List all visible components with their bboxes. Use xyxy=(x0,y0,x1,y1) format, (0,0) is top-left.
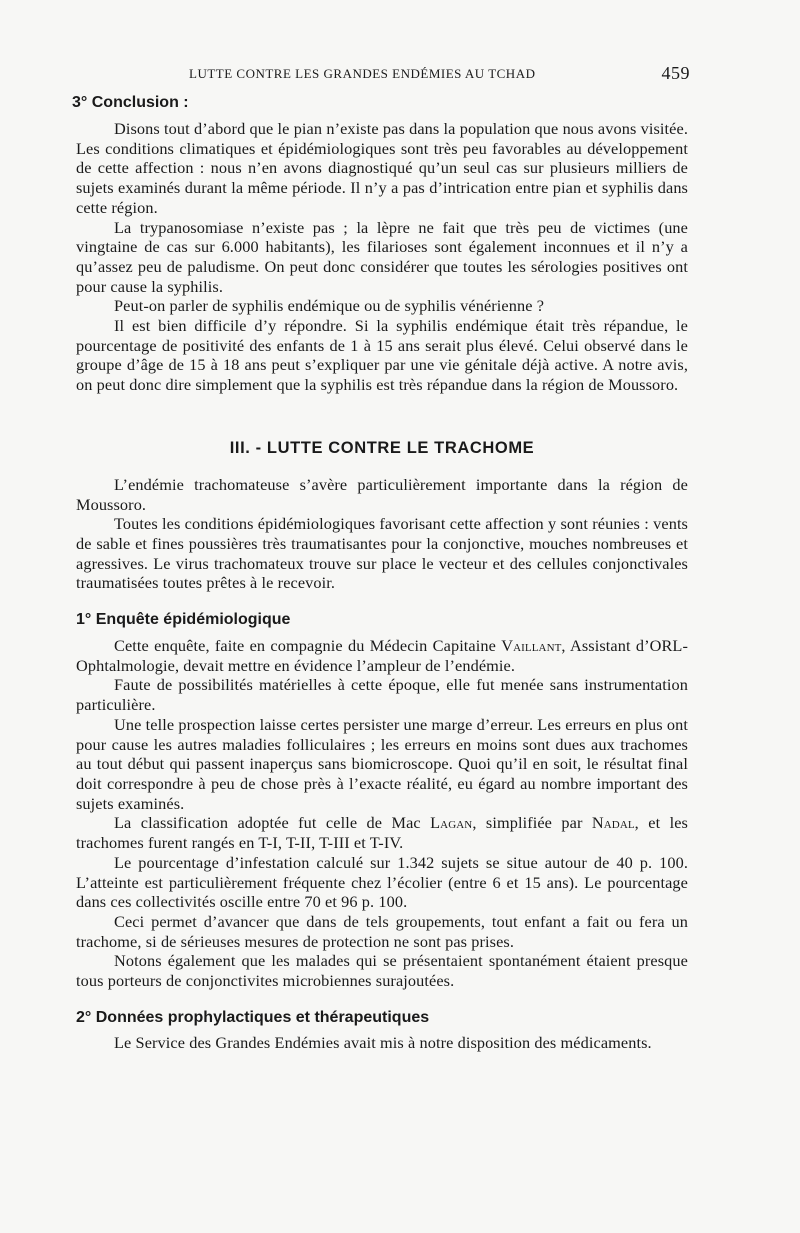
section-heading-trachome: III. - LUTTE CONTRE LE TRACHOME xyxy=(229,438,535,457)
running-title: LUTTE CONTRE LES GRANDES ENDÉMIES AU TCHAD xyxy=(189,66,536,81)
enquete-paragraph-7: Notons également que les malades qui se présentaient spontanément étaient presque tous porteurs de conjonctivites microbiennes surajoutées. xyxy=(76,951,688,991)
enquete-p4-text-a: La classification adoptée fut celle de Mac xyxy=(114,813,431,833)
enquete-paragraph-6: Ceci permet d’avancer que dans de tels groupements, tout enfant a fait ou fera un trachome, si de sérieuses mesures de protection ne sont pas prises. xyxy=(76,911,688,951)
enquete-paragraph-5: Le pourcentage d’infestation calculé sur 1.342 sujets se situe autour de 40 p. 100. L’atteinte est particulièrement fréquente chez l’écolier (entre 6 et 15 ans). Le pourcentage dans ces collectivités oscille entre 70 et 96 p. 100. xyxy=(76,852,688,912)
trachome-paragraph-1: L’endémie trachomateuse s’avère particulièrement importante dans la région de Moussoro. xyxy=(76,474,688,514)
conclusion-heading: 3° Conclusion : xyxy=(72,94,189,111)
enquete-paragraph-3: Une telle prospection laisse certes persister une marge d’erreur. Les erreurs en plus ont pour cause les autres maladies folliculaires ; les erreurs en moins sont dues aux trachomes au tout début qui passent inaperçus sans biomicroscope. Quoi qu’il en soit, le résultat final doit correspondre à peu de chose près à l’exacte réalité, eu égard au nombre important des sujets examinés. xyxy=(76,714,688,813)
enquete-paragraph-1 xyxy=(76,636,688,675)
document-page xyxy=(72,58,690,1052)
enquete-p4-text-c: et les trachomes furent rangés en T-I, T-II, T-III et T-IV. xyxy=(76,813,688,853)
author-name-nadal: Nadal, xyxy=(591,813,639,833)
page-number: 459 xyxy=(661,63,690,83)
trachome-paragraph-2: Toutes les conditions épidémiologiques favorisant cette affection y sont réunies : vents de sable et fines poussières très traumatisantes pour la conjonctive, mouches nombreuses et agressives. Le virus trachomateux trouve sur place le vecteur et des cellules conjonctivales traumatisées toutes prêtes à le recevoir. xyxy=(76,514,688,593)
conclusion-paragraph-2: La trypanosomiase n’existe pas ; la lèpre ne fait que très peu de victimes (une vingtaine de cas sur 6.000 habitants), les filarioses sont également inconnues et il n’y a qu’assez peu de paludisme. On peut donc considérer que toutes les sérologies positives ont pour cause la syphilis. xyxy=(76,217,688,296)
enquete-paragraph-2: Faute de possibilités matérielles à cette époque, elle fut menée sans instrumentation particulière. xyxy=(76,675,688,715)
author-name-vaillant: Vaillant, xyxy=(501,636,566,656)
enquete-paragraph-4 xyxy=(76,813,688,852)
running-header xyxy=(76,58,688,92)
author-name-lagan: Lagan, xyxy=(430,813,477,833)
conclusion-paragraph-1: Disons tout d’abord que le pian n’existe pas dans la population que nous avons visitée. Les conditions climatiques et épidémiologiques sont très peu favorables au développement de cette affection : nous n’en avons diagnostiqué qu’un seul cas sur plusieurs milliers de sujets examinés durant la même période. Il n’y a pas d’intrication entre pian et syphilis dans cette région. xyxy=(76,119,688,217)
enquete-p1-text-a: Cette enquête, faite en compagnie du Médecin Capitaine xyxy=(114,636,502,656)
conclusion-paragraph-4: Il est bien difficile d’y répondre. Si la syphilis endémique était très répandue, le pourcentage de positivité des enfants de 1 à 15 ans serait plus élevé. Celui observé dans le groupe d’âge de 15 à 18 ans peut s’expliquer par une vie génitale déjà active. A notre avis, on peut donc dire simplement que la syphilis est très répandue dans la région de Moussoro. xyxy=(76,316,688,395)
conclusion-paragraph-3: Peut-on parler de syphilis endémique ou de syphilis vénérienne ? xyxy=(114,296,545,316)
enquete-p4-text-b: simplifiée par xyxy=(476,813,592,833)
enquete-p1-text-b: Assistant d’ORL-Ophtalmologie, devait mettre en évidence l’ampleur de l’endémie. xyxy=(76,636,688,675)
donnees-paragraph-1: Le Service des Grandes Endémies avait mis à notre disposition des médicaments. xyxy=(114,1032,652,1052)
donnees-heading: 2° Données prophylactiques et thérapeutiques xyxy=(76,1008,430,1026)
enquete-heading: 1° Enquête épidémiologique xyxy=(76,611,291,629)
